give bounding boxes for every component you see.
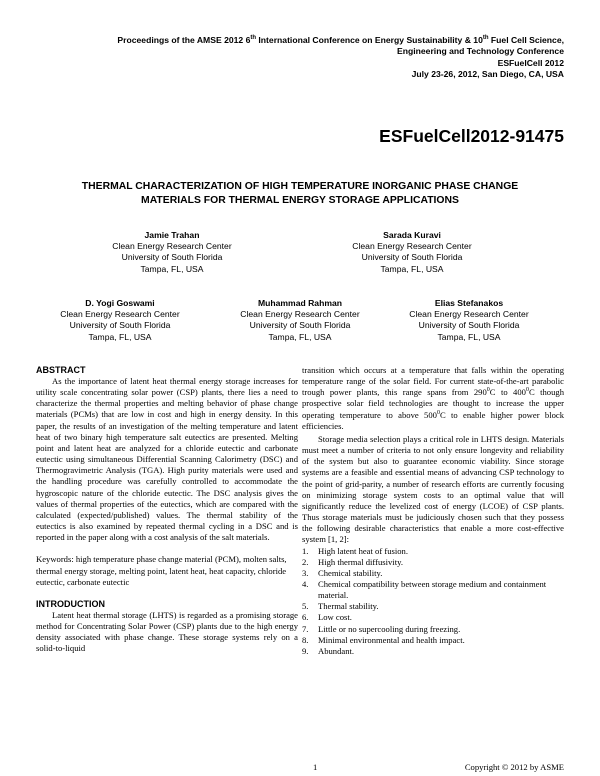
author-org: Clean Energy Research Center: [112, 241, 232, 252]
copyright-notice: Copyright © 2012 by ASME: [464, 762, 564, 772]
author-location: Tampa, FL, USA: [380, 263, 444, 274]
abstract-text: As the importance of latent heat thermal energy storage increases for utility scale concentrating solar power (CSP) plants, there lies a need to characterize the thermal properties and melting behavior of phase change materials (PCMs) that are low in cost and high in energy density. In this paper, the results of an investigation of the melting temperature and latent heat of two binary high temperature salt eutectics are presented. Melting point and latent heat are analyzed for a chloride eutectic and carbonate eutectic using simultaneous Differential Scanning Calorimetry (DSC) and Thermogravimetric Analysis (TGA). High purity materials were used and the handling procedure was carefully controlled to accommodate the hygroscopic nature of the chloride eutectic. The DSC analysis gives the values of thermal properties of the eutectics, which are compared with the calculated (expected/published) values. The thermal stability of the eutectics is also examined by repeated thermal cycling in a DSC and is reported in the paper along with a cost analysis of the salt materials.: [36, 376, 298, 543]
author-location: Tampa, FL, USA: [88, 331, 152, 342]
introduction-heading: INTRODUCTION: [36, 598, 105, 609]
header-line-1: Proceedings of the AMSE 2012 6th International Conference on Energy Sustainability & 10th Fuel Cell Science,: [117, 35, 564, 45]
paragraph-transition: transition which occurs at a temperature that falls within the operating temperature range of the solar field. For current state-of-the-art parabolic trough power plants, this range spans from $290^0C$ to $400^0C$ though prospective solar field technologies are thought to increase the upper operating temperature to above $500^0C$ to enable higher power block efficiencies.: [302, 365, 564, 431]
abstract-heading: ABSTRACT: [36, 365, 86, 375]
list-item: 5. Thermal stability.: [302, 601, 379, 612]
header-line-3: ESFuelCell 2012: [497, 57, 564, 68]
author-block: [389, 298, 549, 343]
author-name: Muhammad Rahman: [257, 298, 343, 308]
list-item: 9. Abundant.: [302, 645, 355, 656]
paper-id: ESFuelCell2012-91475: [379, 126, 564, 146]
author-block: [40, 298, 200, 343]
left-column: [36, 365, 298, 654]
paper-title: THERMAL CHARACTERIZATION OF HIGH TEMPERATURE INORGANIC PHASE CHANGE MATERIALS FOR THERMAL ENERGY STORAGE APPLICATIONS: [81, 181, 519, 206]
keywords: Keywords: high temperature phase change material (PCM), molten salts, thermal energy storage, melting point, latent heat, heat capacity, chloride eutectic, carbonate eutectic: [36, 554, 287, 587]
author-location: Tampa, FL, USA: [268, 331, 332, 342]
author-location: Tampa, FL, USA: [140, 263, 204, 274]
list-item: 8. Minimal environmental and health impact.: [302, 634, 465, 645]
header-line-2: Engineering and Technology Conference: [397, 46, 564, 57]
introduction-text: Latent heat thermal storage (LHTS) is regarded as a promising storage method for Concentrating Solar Power (CSP) plants due to the high energy density associated with phase change. These storage systems rely on a solid-to-liquid: [36, 609, 298, 654]
list-item: 4. Chemical compatibility between storage medium and containment material.: [302, 578, 547, 601]
author-org: Clean Energy Research Center: [352, 241, 472, 252]
requirements-list: [302, 546, 564, 658]
list-item: 2. High thermal diffusivity.: [302, 556, 403, 567]
author-org: Clean Energy Research Center: [60, 309, 180, 320]
author-org: Clean Energy Research Center: [409, 309, 529, 320]
list-item: 6. Low cost.: [302, 612, 352, 623]
author-university: University of South Florida: [69, 320, 171, 331]
list-item: 3. Chemical stability.: [302, 567, 383, 578]
right-column: [302, 365, 564, 657]
author-university: University of South Florida: [249, 320, 351, 331]
author-name: Elias Stefanakos: [434, 298, 504, 308]
author-block: [332, 230, 492, 275]
author-name: D. Yogi Goswami: [85, 298, 155, 308]
list-item: 1. High latent heat of fusion.: [302, 545, 408, 556]
author-university: University of South Florida: [418, 320, 520, 331]
author-university: University of South Florida: [361, 252, 463, 263]
page-number: 1: [313, 762, 318, 772]
author-location: Tampa, FL, USA: [437, 331, 501, 342]
author-block: [92, 230, 252, 275]
header-line-4: July 23-26, 2012, San Diego, CA, USA: [411, 68, 564, 79]
paragraph-storage-media: Storage media selection plays a critical role in LHTS design. Materials must meet a number of criteria to not only ensure longevity and reliability of the system but also to guarantee economic viability. Since storage systems are a feasible and essential means of advancing CSP technology to the point of grid-parity, a number of research efforts are currently focusing on minimizing storage system costs to an optimal value that will significantly reduce the levelized cost of energy (LCOE) of CSP plants. Thus storage materials must be judiciously chosen such that they possess the following desirable characteristics that enable a more cost-effective system [1, 2]:: [302, 433, 564, 545]
list-item: 7. Little or no supercooling during freezing.: [302, 623, 461, 634]
proceedings-header: [24, 35, 564, 80]
author-name: Jamie Trahan: [144, 230, 200, 240]
author-university: University of South Florida: [121, 252, 223, 263]
author-org: Clean Energy Research Center: [240, 309, 360, 320]
author-name: Sarada Kuravi: [383, 230, 441, 240]
author-block: [220, 298, 380, 343]
